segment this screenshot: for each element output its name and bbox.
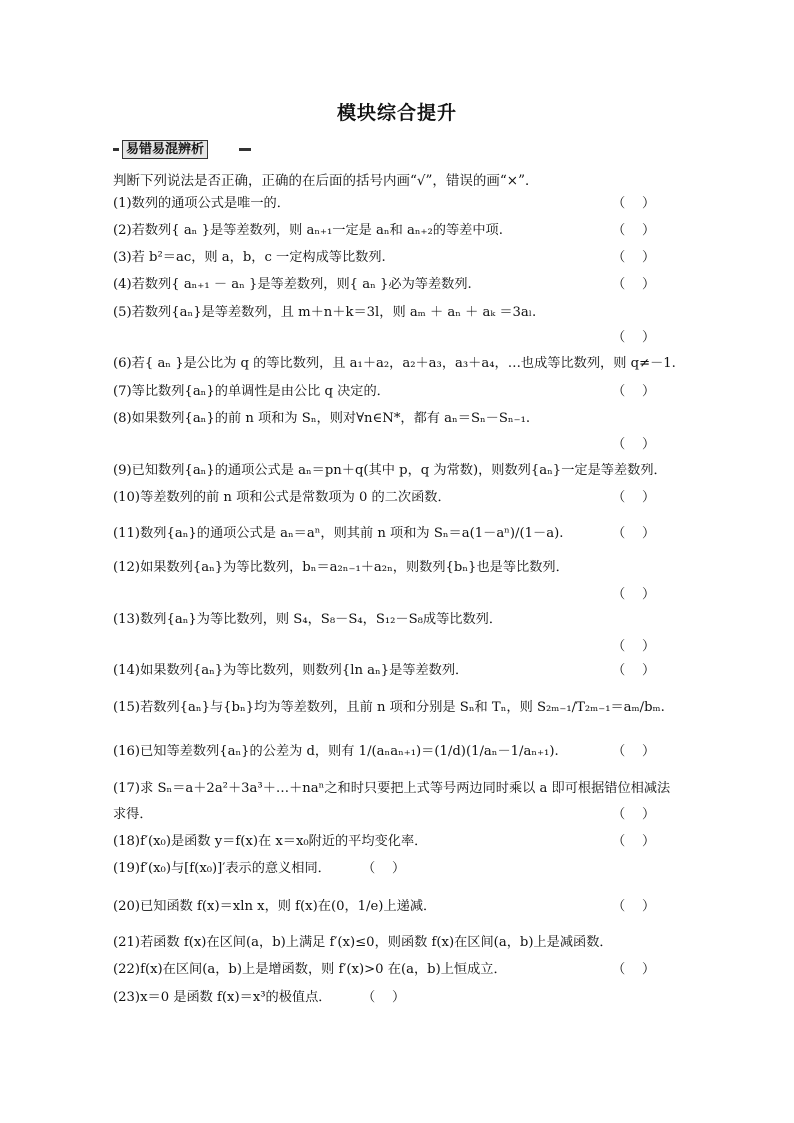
list-item: (13)数列{aₙ}为等比数列，则 S₄，S₈－S₄，S₁₂－S₈成等比数列． <box>113 612 503 627</box>
answer-bracket[interactable]: （ ） <box>612 277 656 292</box>
answer-bracket[interactable]: （ ） <box>612 744 656 759</box>
list-item: (23)x＝0 是函数 f(x)＝x³的极值点． <box>113 990 332 1005</box>
list-item: (18)f′(x₀)是函数 y＝f(x)在 x＝x₀附近的平均变化率． <box>113 834 428 849</box>
answer-bracket[interactable]: （ ） <box>612 807 656 822</box>
answer-bracket[interactable]: （ ） <box>612 250 656 265</box>
list-item: (11)数列{aₙ}的通项公式是 aₙ＝aⁿ，则其前 n 项和为 Sₙ＝a(1－aⁿ)/(1－a). <box>113 526 564 541</box>
list-item: (6)若{ aₙ }是公比为 q 的等比数列，且 a₁＋a₂，a₂＋a₃，a₃＋a₄，…也成等比数列，则 q≠－1. <box>113 356 676 371</box>
list-item: (9)已知数列{aₙ}的通项公式是 aₙ＝pn＋q(其中 p，q 为常数)，则数列{aₙ}一定是等差数列． <box>113 463 667 478</box>
section-bar-right <box>239 148 251 151</box>
page-title: 模块综合提升 <box>336 102 457 124</box>
list-item: (14)如果数列{aₙ}为等比数列，则数列{ln aₙ}是等差数列． <box>113 663 469 678</box>
answer-bracket[interactable]: （ ） <box>612 526 656 541</box>
answer-bracket[interactable]: （ ） <box>612 196 656 211</box>
list-item: (8)如果数列{aₙ}的前 n 项和为 Sₙ，则对∀n∈N*，都有 aₙ＝Sₙ－Sₙ₋₁. <box>113 411 531 426</box>
list-item: (22)f(x)在区间(a，b)上是增函数，则 f′(x)>0 在(a，b)上恒成立． <box>113 962 507 977</box>
list-item: (7)等比数列{aₙ}的单调性是由公比 q 决定的． <box>113 384 390 399</box>
answer-bracket[interactable]: （ ） <box>612 437 656 452</box>
list-item: (15)若数列{aₙ}与{bₙ}均为等差数列，且前 n 项和分别是 Sₙ和 Tₙ，则 S₂ₘ₋₁/T₂ₘ₋₁＝aₘ/bₘ. <box>113 700 665 715</box>
list-item: (21)若函数 f(x)在区间(a，b)上满足 f′(x)≤0，则函数 f(x)在区间(a，b)上是减函数． <box>113 935 613 950</box>
answer-bracket[interactable]: （ ） <box>612 899 656 914</box>
list-item: (17)求 Sₙ＝a＋2a²＋3a³＋…＋naⁿ之和时只要把上式等号两边同时乘以 a 即可根据错位相减法 <box>113 781 671 796</box>
list-item: (10)等差数列的前 n 项和公式是常数项为 0 的二次函数． <box>113 490 451 505</box>
answer-bracket[interactable]: （ ） <box>612 384 656 399</box>
answer-bracket[interactable]: （ ） <box>612 834 656 849</box>
answer-bracket[interactable]: （ ） <box>612 330 656 345</box>
answer-bracket[interactable]: （ ） <box>612 490 656 505</box>
list-item: (16)已知等差数列{aₙ}的公差为 d，则有 1/(aₙaₙ₊₁)＝(1/d)(1/aₙ－1/aₙ₊₁). <box>113 744 559 759</box>
instruction-text: 判断下列说法是否正确，正确的在后面的括号内画“√”，错误的画“×”． <box>113 173 539 189</box>
section-header <box>113 140 253 158</box>
list-item: (2)若数列{ aₙ }是等差数列，则 aₙ₊₁一定是 aₙ和 aₙ₊₂的等差中项. <box>113 223 503 238</box>
answer-bracket[interactable]: （ ） <box>612 587 656 602</box>
section-bar-left <box>113 148 119 151</box>
section-label: 易错易混辨析 <box>122 140 208 159</box>
answer-bracket[interactable]: （ ） <box>362 990 406 1005</box>
list-item: (1)数列的通项公式是唯一的． <box>113 196 290 211</box>
answer-bracket[interactable]: （ ） <box>612 962 656 977</box>
list-item: (12)如果数列{aₙ}为等比数列，bₙ＝a₂ₙ₋₁＋a₂ₙ，则数列{bₙ}也是等比数列． <box>113 560 569 575</box>
answer-bracket[interactable]: （ ） <box>612 663 656 678</box>
answer-bracket[interactable]: （ ） <box>362 861 406 876</box>
list-item: (19)f′(x₀)与[f(x₀)]′表示的意义相同． <box>113 861 331 876</box>
answer-bracket[interactable]: （ ） <box>612 639 656 654</box>
list-item: (3)若 b²＝ac，则 a，b，c 一定构成等比数列. <box>113 250 386 265</box>
list-item: (5)若数列{aₙ}是等差数列，且 m＋n＋k＝3l，则 aₘ ＋ aₙ ＋ aₖ ＝3aₗ. <box>113 305 537 320</box>
list-item: (4)若数列{ aₙ₊₁ － aₙ }是等差数列，则{ aₙ }必为等差数列. <box>113 277 472 292</box>
list-item: (20)已知函数 f(x)＝xln x，则 f(x)在(0，1/e)上递减． <box>113 899 437 914</box>
answer-bracket[interactable]: （ ） <box>612 223 656 238</box>
list-item: 求得． <box>113 807 153 822</box>
